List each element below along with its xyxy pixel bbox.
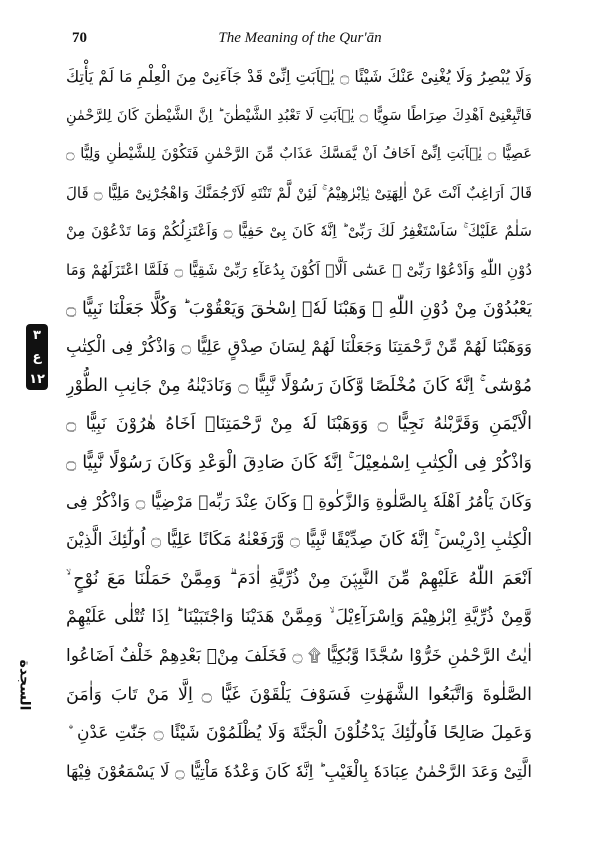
text-line: الَّتِىْ وَعَدَ الرَّحْمٰنُ عِبَادَهٗ بِالْغَيْبِ ؕ اِنَّهٗ كَانَ وَعْدُهٗ مَاْتِيًّا ۝ لَا يَسْمَعُوْنَ فِيْهَا <box>66 761 532 781</box>
text-line: وَّمِنْ ذُرِّيَّةِ اِبْرٰهِيْمَ وَاِسْرَآءِيْلَ ۙ وَمِمَّنْ هَدَيْنَا وَاجْتَبَيْنَا ؕ اِذَا تُتْلٰى عَلَيْهِمْ <box>66 607 532 628</box>
text-line: دُوْنِ اللّٰهِ وَاَدْعُوْا رَبِّىْ ۖ عَسٰٓى اَلَّاۤ اَكُوْنَ بِدُعَآءِ رَبِّىْ شَقِيًّا ۝ فَلَمَّا اعْتَزَلَهُمْ وَمَا <box>66 260 532 279</box>
text-line: اَنْعَمَ اللّٰهُ عَلَيْهِمْ مِّنَ النَّبِيّٖنَ مِنْ ذُرِّيَّةِ اٰدَمَ ۗ وَمِمَّنْ حَمَلْنَا مَعَ نُوْحٍ ۙ <box>66 568 532 589</box>
sajdah-label-text: السجدة <box>16 659 32 711</box>
ruku-marker-bottom: ١٢ <box>29 371 45 387</box>
text-line: فَاتَّبِعْنِىْٓ اَهْدِكَ صِرَاطًا سَوِيًّا ۝ يٰۤاَبَتِ لَا تَعْبُدِ الشَّيْطٰنَ ؕ اِنَّ الشَّيْطٰنَ كَانَ لِلرَّحْمٰنِ <box>66 107 532 124</box>
text-line: الْاَيْمَنِ وَقَرَّبْنٰهُ نَجِيًّا ۝ وَوَهَبْنَا لَهٗ مِنْ رَّحْمَتِنَاۤ اَخَاهُ هٰرُوْنَ نَبِيًّا ۝ <box>66 414 532 435</box>
text-line: قَالَ اَرَاغِبٌ اَنْتَ عَنْ اٰلِهَتِىْ يٰۤاِبْرٰهِيْمُ ۚ لَئِنْ لَّمْ تَنْتَهِ لَاَرْجُمَنَّكَ وَاهْجُرْنِىْ مَلِيًّا ۝ قَالَ <box>66 183 532 202</box>
sajdah-label <box>14 645 34 725</box>
text-line: وَعَمِلَ صَالِحًا فَاُولٰٓئِكَ يَدْخُلُوْنَ الْجَنَّةَ وَلَا يُظْلَمُوْنَ شَيْئًا ۝ جَنّٰتِ عَدْنِ ۨ <box>66 723 532 744</box>
ruku-marker-middle: ع <box>32 349 42 365</box>
text-line: الْكِتٰبِ اِدْرِيْسَ ۚ اِنَّهٗ كَانَ صِدِّيْقًا نَّبِيًّا ۝ وَّرَفَعْنٰهُ مَكَانًا عَلِيًّا ۝ اُولٰٓئِكَ الَّذِيْنَ <box>66 530 532 551</box>
text-line: سَلٰمٌ عَلَيْكَ ۚ سَاَسْتَغْفِرُ لَكَ رَبِّىْ ؕ اِنَّهٗ كَانَ بِىْ حَفِيًّا ۝ وَاَعْتَزِلُكُمْ وَمَا تَدْعُوْنَ مِنْ <box>66 222 532 241</box>
text-line: وَلَا يُبْصِرُ وَلَا يُغْنِىْ عَنْكَ شَيْئًا ۝ يٰۤاَبَتِ اِنِّىْ قَدْ جَآءَنِىْ مِنَ الْعِلْمِ مَا لَمْ يَأْتِكَ <box>66 67 532 86</box>
page-number: 70 <box>72 30 87 46</box>
text-line: الصَّلٰوةَ وَاتَّبَعُوا الشَّهَوٰتِ فَسَوْفَ يَلْقَوْنَ غَيًّا ۝ اِلَّا مَنْ تَابَ وَاٰمَنَ <box>66 684 532 705</box>
running-title: The Meaning of the Qur'ān <box>218 30 382 46</box>
text-line: مُوْسٰٓى ۚ اِنَّهٗ كَانَ مُخْلَصًا وَّكَانَ رَسُوْلًا نَّبِيًّا ۝ وَنَادَيْنٰهُ مِنْ جَانِبِ الطُّوْرِ <box>66 375 532 396</box>
quran-text-block <box>66 58 532 791</box>
text-line: يَعْبُدُوْنَ مِنْ دُوْنِ اللّٰهِ ۙ وَهَبْنَا لَهٗۤ اِسْحٰقَ وَيَعْقُوْبَ ؕ وَكُلًّا جَعَلْنَا نَبِيًّا ۝ <box>66 298 532 319</box>
text-line: وَاذْكُرْ فِى الْكِتٰبِ اِسْمٰعِيْلَ ۚ اِنَّهٗ كَانَ صَادِقَ الْوَعْدِ وَكَانَ رَسُوْلًا نَّبِيًّا ۝ <box>66 452 532 473</box>
text-line: اٰيٰتُ الرَّحْمٰنِ خَرُّوْا سُجَّدًا وَّبُكِيًّا ۩ ۝ فَخَلَفَ مِنْۢ بَعْدِهِمْ خَلْفٌ اَضَاعُوا <box>66 645 532 666</box>
text-line: عَصِيًّا ۝ يٰۤاَبَتِ اِنِّىْٓ اَخَافُ اَنْ يَّمَسَّكَ عَذَابٌ مِّنَ الرَّحْمٰنِ فَتَكُوْنَ لِلشَّيْطٰنِ وَلِيًّا ۝ <box>66 146 532 163</box>
text-line: وَكَانَ يَاْمُرُ اَهْلَهٗ بِالصَّلٰوةِ وَالزَّكٰوةِ ۪ وَكَانَ عِنْدَ رَبِّهٖ مَرْضِيًّا ۝ وَاذْكُرْ فِى <box>66 491 532 511</box>
text-line: وَوَهَبْنَا لَهُمْ مِّنْ رَّحْمَتِنَا وَجَعَلْنَا لَهُمْ لِسَانَ صِدْقٍ عَلِيًّا ۝ وَاذْكُرْ فِى الْكِتٰبِ <box>66 337 532 357</box>
ruku-marker <box>26 324 48 390</box>
ruku-marker-top: ٣ <box>33 327 41 343</box>
